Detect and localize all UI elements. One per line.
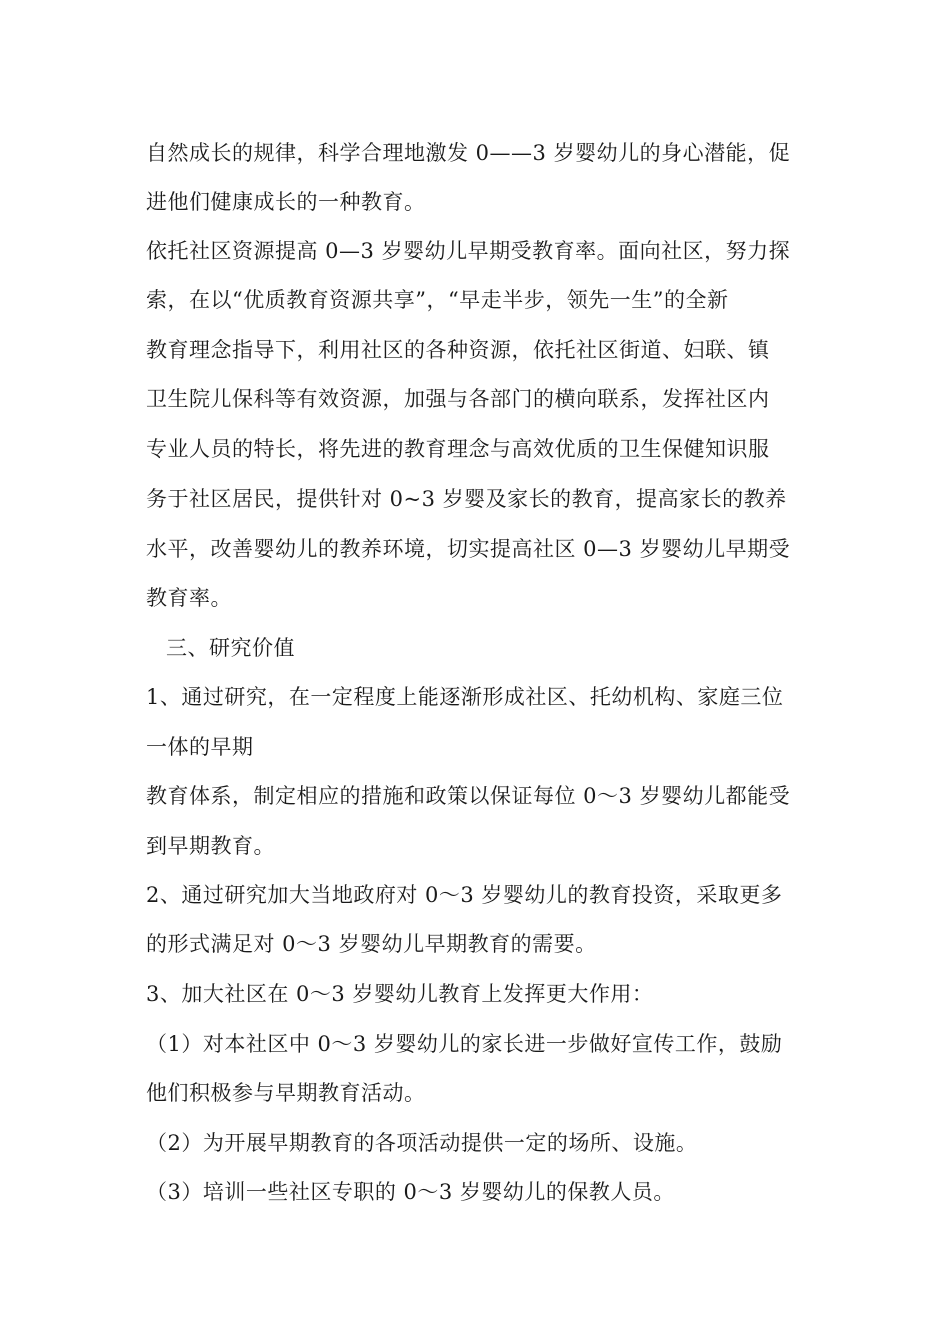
text-line: 教育率。 — [146, 586, 232, 610]
text-line: 一体的早期 — [146, 735, 254, 759]
text-line: 到早期教育。 — [146, 834, 275, 858]
text-line: （3）培训一些社区专职的 0～3 岁婴幼儿的保教人员。 — [146, 1180, 675, 1204]
text-line: 的形式满足对 0～3 岁婴幼儿早期教育的需要。 — [146, 932, 597, 956]
text-line: 2、通过研究加大当地政府对 0～3 岁婴幼儿的教育投资，采取更多 — [146, 883, 783, 907]
text-line: 水平，改善婴幼儿的教养环境，切实提高社区 0—3 岁婴幼儿早期受 — [146, 537, 791, 561]
text-line: （2）为开展早期教育的各项活动提供一定的场所、设施。 — [146, 1131, 698, 1155]
text-line: 专业人员的特长，将先进的教育理念与高效优质的卫生保健知识服 — [146, 437, 770, 461]
text-line: 依托社区资源提高 0—3 岁婴幼儿早期受教育率。面向社区，努力探 — [146, 239, 791, 263]
text-line: 他们积极参与早期教育活动。 — [146, 1081, 426, 1105]
text-line: 进他们健康成长的一种教育。 — [146, 190, 426, 214]
text-line: 3、加大社区在 0～3 岁婴幼儿教育上发挥更大作用： — [146, 982, 654, 1006]
section-heading: 三、研究价值 — [166, 636, 295, 660]
text-line: 卫生院儿保科等有效资源，加强与各部门的横向联系，发挥社区内 — [146, 387, 770, 411]
text-line: 索，在以“优质教育资源共享”，“早走半步，领先一生”的全新 — [146, 288, 729, 312]
text-line: 教育体系，制定相应的措施和政策以保证每位 0～3 岁婴幼儿都能受 — [146, 784, 791, 808]
text-line: 务于社区居民，提供针对 0~3 岁婴及家长的教育，提高家长的教养 — [146, 487, 787, 511]
text-line: 1、通过研究，在一定程度上能逐渐形成社区、托幼机构、家庭三位 — [146, 685, 784, 709]
text-line: （1）对本社区中 0～3 岁婴幼儿的家长进一步做好宣传工作，鼓励 — [146, 1032, 783, 1056]
text-line: 教育理念指导下，利用社区的各种资源，依托社区街道、妇联、镇 — [146, 338, 770, 362]
text-line: 自然成长的规律，科学合理地激发 0——3 岁婴幼儿的身心潜能，促 — [146, 141, 791, 165]
